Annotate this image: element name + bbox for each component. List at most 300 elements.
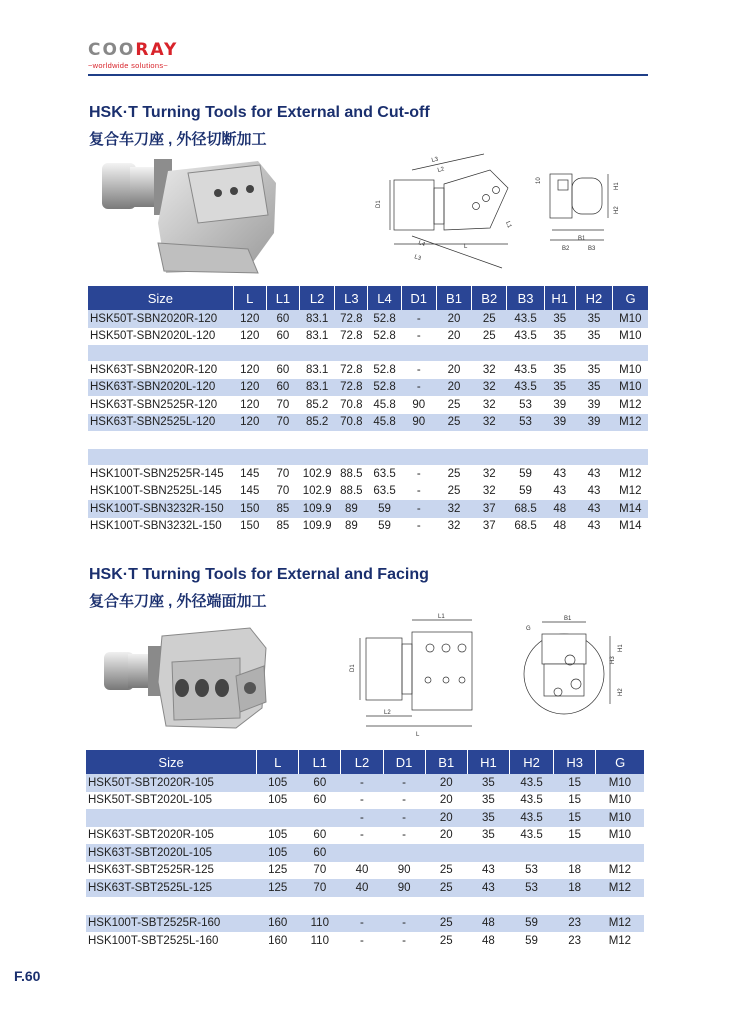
value-cell: 145	[240, 467, 260, 480]
value-cell: M12	[619, 467, 642, 480]
value-cell	[554, 844, 596, 862]
col-b2-header: B2	[472, 286, 507, 310]
value-cell	[596, 844, 644, 862]
label-l1: L1	[438, 614, 445, 620]
value-cell: 20	[447, 330, 461, 343]
col-l2-header: L2	[341, 750, 383, 774]
table-row	[88, 414, 648, 432]
value-cell: 32	[482, 398, 496, 411]
value-cell	[257, 809, 299, 827]
separator-cell	[401, 449, 436, 465]
value-cell: 37	[472, 500, 507, 518]
value-cell: 109.9	[302, 520, 332, 533]
separator-cell	[544, 449, 575, 465]
value-cell: 70	[266, 414, 299, 432]
col-g-header: G	[613, 286, 648, 310]
value-cell: 35	[481, 829, 495, 842]
value-cell: 60	[299, 844, 341, 862]
label-l2: L2	[437, 166, 445, 174]
table-row	[86, 827, 644, 845]
value-cell: 39	[544, 414, 575, 432]
table-header-row	[88, 286, 648, 310]
col-g-header: G	[596, 750, 644, 774]
brand-tagline: ~worldwide solutions~	[88, 61, 169, 70]
table-row	[86, 932, 644, 950]
value-cell: 32	[447, 520, 461, 533]
value-cell: 43	[587, 520, 601, 533]
value-cell: 110	[299, 915, 341, 933]
facing-tool-drawing	[348, 612, 638, 740]
separator-cell	[233, 449, 266, 465]
value-cell: 43.5	[507, 379, 544, 397]
size-cell	[86, 809, 257, 827]
value-cell: 15	[568, 829, 582, 842]
value-cell	[341, 844, 383, 862]
value-cell: 83.1	[300, 310, 335, 328]
value-cell: 125	[268, 864, 288, 877]
value-cell: 35	[467, 774, 509, 792]
value-cell: 20	[425, 809, 467, 827]
size-cell: HSK100T-SBN2525L-145	[90, 485, 222, 498]
size-cell: HSK50T-SBN2020L-120	[90, 330, 216, 343]
table-row	[88, 518, 648, 536]
value-cell: -	[341, 809, 383, 827]
brand-logo	[88, 40, 178, 70]
value-cell: 72.8	[340, 363, 363, 376]
separator-cell	[266, 449, 299, 465]
separator-cell	[257, 897, 299, 915]
value-cell: 52.8	[368, 379, 401, 397]
value-cell: -	[401, 500, 436, 518]
value-cell: 20	[436, 310, 471, 328]
value-cell: 53	[525, 864, 538, 877]
size-cell: HSK50T-SBN2020R-120	[88, 310, 233, 328]
value-cell: M10	[619, 330, 642, 343]
table-row	[86, 809, 644, 827]
label-b1: B1	[578, 236, 586, 242]
value-cell: 83.1	[300, 379, 335, 397]
size-cell: HSK100T-SBN2525R-145	[90, 467, 224, 480]
value-cell: -	[383, 915, 425, 933]
value-cell: 120	[233, 310, 266, 328]
value-cell: 72.8	[335, 379, 368, 397]
label-l2: L2	[384, 710, 391, 716]
value-cell: M12	[608, 934, 632, 947]
size-cell: HSK50T-SBT2020L-105	[88, 794, 213, 807]
value-cell: M10	[619, 363, 642, 376]
value-cell: M10	[613, 310, 648, 328]
value-cell: 43.5	[509, 774, 553, 792]
value-cell: 85.2	[300, 414, 335, 432]
separator-cell	[507, 449, 544, 465]
value-cell: 35	[467, 809, 509, 827]
value-cell: 35	[575, 310, 612, 328]
value-cell: 48	[467, 915, 509, 933]
value-cell: 32	[482, 485, 496, 498]
label-l3-bottom: L3	[413, 254, 422, 263]
separator-cell	[613, 449, 648, 465]
label-h2: H2	[618, 688, 624, 696]
label-10: 10	[536, 177, 542, 184]
value-cell: -	[401, 379, 436, 397]
table-row	[86, 792, 644, 810]
separator-cell	[335, 345, 368, 361]
col-l-header: L	[233, 286, 266, 310]
separator-cell	[88, 449, 233, 465]
section2-subtitle: 复合车刀座 , 外径端面加工	[89, 593, 267, 610]
separator-cell	[425, 897, 467, 915]
value-cell: 68.5	[507, 500, 544, 518]
value-cell: -	[416, 520, 421, 533]
value-cell: 43	[587, 467, 601, 480]
value-cell: -	[416, 467, 421, 480]
value-cell: M14	[619, 520, 642, 533]
size-cell: HSK100T-SBT2525R-160	[86, 915, 257, 933]
value-cell: -	[360, 829, 364, 842]
table-header-row	[86, 750, 644, 774]
table-row	[86, 774, 644, 792]
label-l4: L4	[417, 240, 426, 249]
group-separator	[88, 345, 648, 361]
value-cell: -	[416, 485, 421, 498]
value-cell: 60	[276, 330, 290, 343]
table-row	[88, 396, 648, 414]
value-cell: 43	[575, 500, 612, 518]
col-l1-header: L1	[266, 286, 299, 310]
value-cell: M12	[596, 915, 644, 933]
value-cell: 90	[383, 879, 425, 897]
separator-cell	[368, 345, 401, 361]
col-h1-header: H1	[467, 750, 509, 774]
size-cell: HSK63T-SBN2020R-120	[90, 363, 218, 376]
table-row	[86, 915, 644, 933]
value-cell: 105	[268, 794, 288, 807]
separator-cell	[472, 431, 507, 449]
value-cell: 43.5	[509, 809, 553, 827]
value-cell: 89	[335, 500, 368, 518]
size-cell: HSK63T-SBT2020R-105	[88, 829, 214, 842]
value-cell: 63.5	[373, 467, 396, 480]
value-cell: 43	[553, 485, 567, 498]
col-l1-header: L1	[299, 750, 341, 774]
label-h1: H1	[614, 182, 620, 190]
value-cell: 45.8	[368, 414, 401, 432]
group-separator	[88, 431, 648, 449]
value-cell: 48	[481, 934, 495, 947]
label-g: G	[526, 626, 531, 632]
value-cell: 32	[482, 363, 496, 376]
separator-cell	[335, 431, 368, 449]
value-cell: M10	[608, 794, 632, 807]
size-cell: HSK63T-SBT2020L-105	[86, 844, 257, 862]
separator-cell	[383, 897, 425, 915]
separator-cell	[88, 431, 233, 449]
value-cell: 88.5	[340, 485, 363, 498]
value-cell: 68.5	[514, 520, 537, 533]
col-h1-header: H1	[544, 286, 575, 310]
label-h1: H1	[618, 644, 624, 652]
separator-cell	[86, 897, 257, 915]
value-cell: 105	[257, 844, 299, 862]
value-cell: 52.8	[373, 363, 396, 376]
value-cell: 52.8	[368, 310, 401, 328]
col-h2-header: H2	[575, 286, 612, 310]
separator-cell	[575, 449, 612, 465]
separator-cell	[335, 449, 368, 465]
value-cell: 88.5	[340, 467, 363, 480]
value-cell: 20	[425, 774, 467, 792]
table-row	[88, 361, 648, 379]
value-cell: 105	[257, 774, 299, 792]
value-cell: 83.1	[305, 330, 329, 343]
value-cell: 72.8	[335, 310, 368, 328]
value-cell: 43	[481, 864, 495, 877]
value-cell: 83.1	[305, 363, 329, 376]
value-cell: 160	[257, 915, 299, 933]
value-cell: 20	[447, 363, 461, 376]
value-cell: 35	[587, 363, 601, 376]
table-row	[88, 500, 648, 518]
value-cell: 109.9	[300, 500, 335, 518]
value-cell: 125	[257, 879, 299, 897]
value-cell: -	[416, 363, 421, 376]
value-cell: 35	[544, 310, 575, 328]
value-cell: -	[402, 794, 407, 807]
separator-cell	[436, 431, 471, 449]
label-h2: H2	[614, 206, 620, 214]
value-cell: 32	[472, 414, 507, 432]
value-cell: 120	[240, 398, 260, 411]
value-cell: M12	[613, 414, 648, 432]
size-cell: HSK63T-SBN2020L-120	[88, 379, 233, 397]
value-cell: 53	[507, 414, 544, 432]
value-cell: 59	[509, 915, 553, 933]
value-cell: 120	[233, 379, 266, 397]
value-cell: 72.8	[340, 330, 363, 343]
separator-cell	[88, 345, 233, 361]
cutoff-spec-table	[88, 286, 648, 535]
separator-cell	[299, 897, 341, 915]
table-row	[88, 465, 648, 483]
value-cell: 59	[525, 934, 538, 947]
value-cell: M12	[619, 398, 642, 411]
value-cell: M10	[596, 774, 644, 792]
value-cell: 23	[568, 934, 582, 947]
col-size-header: Size	[88, 286, 233, 310]
label-d1: D1	[350, 664, 356, 672]
value-cell: M12	[596, 879, 644, 897]
col-l3-header: L3	[335, 286, 368, 310]
separator-cell	[472, 345, 507, 361]
size-cell: HSK63T-SBT2525L-125	[86, 879, 257, 897]
value-cell: -	[416, 330, 421, 343]
value-cell: M10	[613, 379, 648, 397]
value-cell: 23	[554, 915, 596, 933]
separator-cell	[436, 449, 471, 465]
size-cell: HSK100T-SBT2525L-160	[88, 934, 219, 947]
table-row	[86, 879, 644, 897]
value-cell: 59	[519, 485, 532, 498]
size-cell: HSK63T-SBN2525L-120	[88, 414, 233, 432]
value-cell: 45.8	[373, 398, 396, 411]
value-cell: 59	[519, 467, 532, 480]
facing-spec-table	[86, 750, 644, 950]
value-cell: 102.9	[302, 485, 332, 498]
separator-cell	[300, 345, 335, 361]
table-row	[88, 483, 648, 501]
separator-cell	[368, 449, 401, 465]
value-cell: 53	[509, 879, 553, 897]
value-cell: 43.5	[520, 829, 543, 842]
value-cell: 43	[467, 879, 509, 897]
value-cell: 35	[553, 363, 567, 376]
value-cell: -	[402, 934, 407, 947]
value-cell: 43.5	[520, 794, 543, 807]
value-cell: 120	[240, 330, 260, 343]
value-cell: 70	[276, 467, 290, 480]
value-cell: M12	[619, 485, 642, 498]
value-cell: -	[341, 774, 383, 792]
separator-cell	[467, 897, 509, 915]
value-cell: 90	[412, 398, 426, 411]
col-b1-header: B1	[436, 286, 471, 310]
value-cell	[509, 844, 553, 862]
value-cell: 70	[313, 864, 327, 877]
value-cell: 15	[568, 794, 582, 807]
brand-wordmark: COORAY	[88, 40, 179, 60]
value-cell: M12	[608, 864, 632, 877]
col-h2-header: H2	[509, 750, 553, 774]
value-cell: 150	[233, 500, 266, 518]
section2-title: HSK·T Turning Tools for External and Facing	[89, 566, 429, 583]
col-b1-header: B1	[425, 750, 467, 774]
separator-cell	[544, 431, 575, 449]
col-size-header: Size	[86, 750, 257, 774]
value-cell: 60	[313, 829, 327, 842]
separator-cell	[266, 431, 299, 449]
value-cell: 70.8	[335, 414, 368, 432]
col-l-header: L	[257, 750, 299, 774]
value-cell: 25	[472, 310, 507, 328]
size-cell: HSK50T-SBT2020R-105	[86, 774, 257, 792]
value-cell: 90	[397, 864, 411, 877]
label-h3: H3	[610, 656, 616, 664]
label-b3: B3	[588, 246, 596, 252]
separator-cell	[266, 345, 299, 361]
value-cell: 60	[276, 363, 290, 376]
value-cell: 35	[575, 379, 612, 397]
group-separator	[86, 897, 644, 915]
size-cell: HSK63T-SBN2525R-120	[90, 398, 218, 411]
value-cell: 32	[436, 500, 471, 518]
value-cell: -	[360, 794, 364, 807]
value-cell: 15	[554, 809, 596, 827]
value-cell: 160	[268, 934, 288, 947]
separator-cell	[401, 345, 436, 361]
table-row	[86, 844, 644, 862]
value-cell: M10	[608, 829, 632, 842]
size-cell: HSK100T-SBN3232L-150	[90, 520, 222, 533]
value-cell: 32	[472, 379, 507, 397]
value-cell: M10	[596, 809, 644, 827]
value-cell: 43	[587, 485, 601, 498]
value-cell: 20	[439, 829, 453, 842]
value-cell: 39	[575, 414, 612, 432]
value-cell: 85	[276, 520, 290, 533]
separator-cell	[507, 431, 544, 449]
value-cell: 25	[439, 864, 453, 877]
table-row	[86, 862, 644, 880]
value-cell: 43.5	[514, 330, 537, 343]
value-cell: 89	[344, 520, 358, 533]
value-cell: 43	[553, 467, 567, 480]
separator-cell	[233, 431, 266, 449]
separator-cell	[507, 345, 544, 361]
size-cell: HSK63T-SBT2525R-125	[88, 864, 214, 877]
cutoff-tool-photo	[98, 153, 283, 278]
value-cell: 85.2	[305, 398, 329, 411]
col-d1-header: D1	[401, 286, 436, 310]
label-l: L	[464, 244, 468, 250]
separator-cell	[554, 897, 596, 915]
value-cell: 25	[447, 467, 461, 480]
separator-cell	[368, 431, 401, 449]
value-cell: 150	[240, 520, 260, 533]
value-cell: -	[383, 774, 425, 792]
value-cell: 70.8	[340, 398, 363, 411]
value-cell: 25	[439, 934, 453, 947]
label-l1: L1	[504, 220, 513, 229]
page-number: F.60	[14, 968, 41, 984]
col-l2-header: L2	[300, 286, 335, 310]
value-cell: 25	[425, 879, 467, 897]
value-cell: 18	[554, 879, 596, 897]
value-cell: 60	[266, 379, 299, 397]
value-cell: -	[341, 915, 383, 933]
value-cell: 20	[436, 379, 471, 397]
col-b3-header: B3	[507, 286, 544, 310]
label-b2: B2	[562, 246, 570, 252]
value-cell: 120	[233, 414, 266, 432]
value-cell: 120	[240, 363, 260, 376]
value-cell: 40	[355, 864, 369, 877]
value-cell: M14	[613, 500, 648, 518]
value-cell: 90	[401, 414, 436, 432]
separator-cell	[436, 345, 471, 361]
value-cell: 40	[341, 879, 383, 897]
value-cell: 60	[299, 774, 341, 792]
separator-cell	[341, 897, 383, 915]
separator-cell	[300, 449, 335, 465]
value-cell: -	[360, 934, 364, 947]
value-cell: 48	[544, 500, 575, 518]
separator-cell	[544, 345, 575, 361]
value-cell: 35	[587, 330, 601, 343]
col-h3-header: H3	[554, 750, 596, 774]
table-row	[88, 310, 648, 328]
separator-cell	[575, 345, 612, 361]
size-cell: HSK100T-SBN3232R-150	[88, 500, 233, 518]
value-cell: 25	[482, 330, 496, 343]
cutoff-tool-drawing	[372, 148, 640, 280]
value-cell: 35	[553, 330, 567, 343]
value-cell: 32	[482, 467, 496, 480]
label-l: L	[416, 732, 420, 738]
label-l3-top: L3	[431, 156, 439, 164]
value-cell: 85	[266, 500, 299, 518]
separator-cell	[300, 431, 335, 449]
separator-cell	[613, 431, 648, 449]
